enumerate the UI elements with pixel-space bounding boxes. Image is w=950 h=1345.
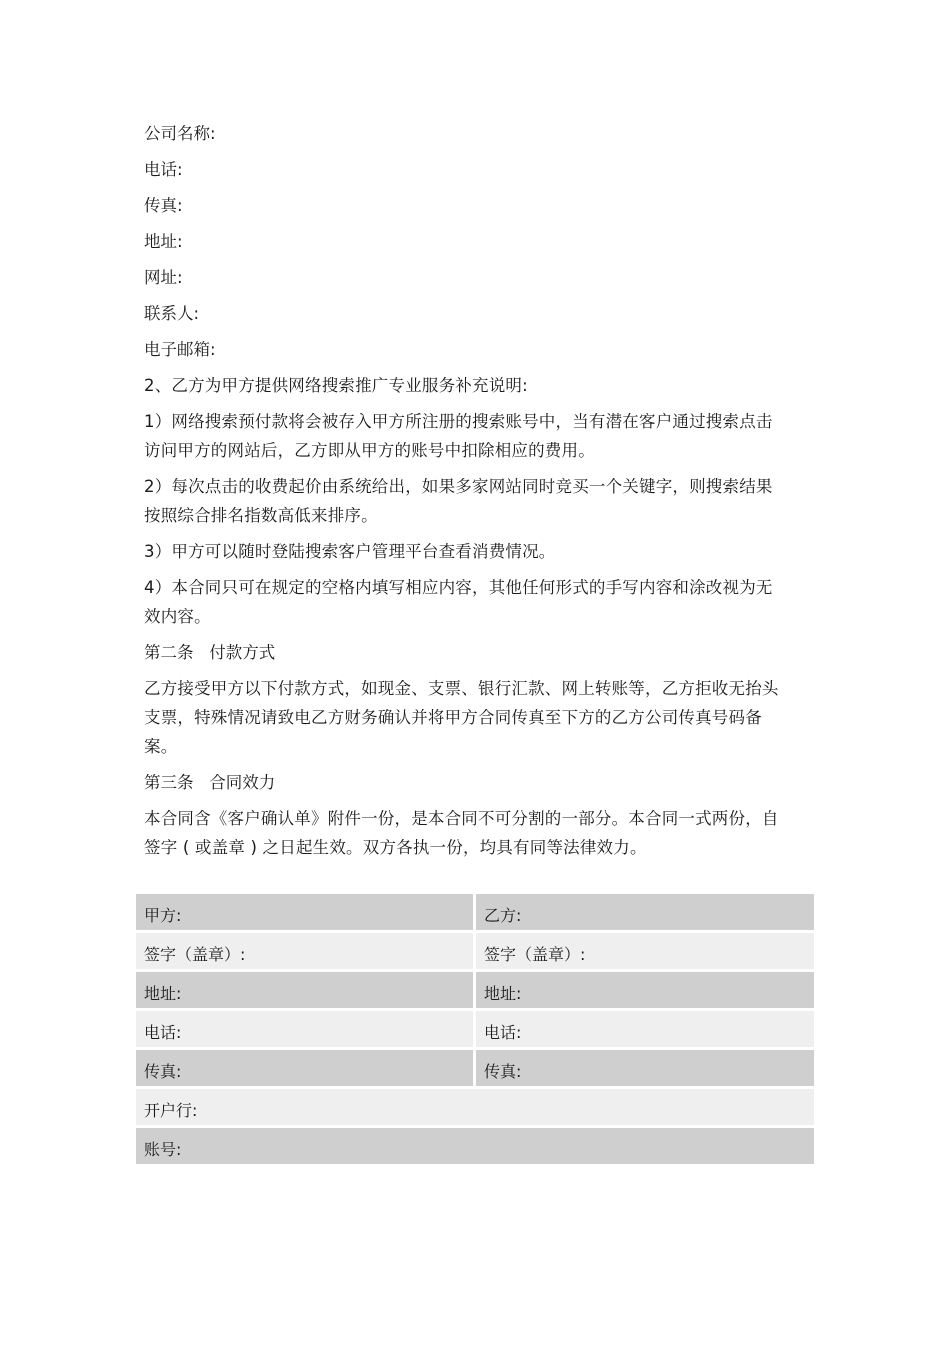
- table-row: [136, 933, 814, 972]
- account-cell: 账号:: [136, 1128, 814, 1164]
- address-b-cell: 地址:: [476, 972, 814, 1011]
- supplement-heading: 2、乙方为甲方提供网络搜索推广专业服务补充说明:: [144, 376, 528, 395]
- supplement-item-3: 3）甲方可以随时登陆搜索客户管理平台查看消费情况。: [144, 542, 556, 561]
- phone-field: 电话:: [144, 160, 183, 179]
- sign-a-cell: 签字（盖章）:: [136, 933, 476, 972]
- email-field: 电子邮箱:: [144, 340, 216, 359]
- address-field: 地址:: [144, 232, 183, 251]
- sign-b-cell: 签字（盖章）:: [476, 933, 814, 972]
- table-row: [136, 1128, 814, 1164]
- article-2-body: 乙方接受甲方以下付款方式，如现金、支票、银行汇款、网上转账等，乙方拒收无抬头支票，特殊情况请致电乙方财务确认并将甲方合同传真至下方的乙方公司传真号码备案。: [144, 679, 779, 756]
- table-row: [136, 1011, 814, 1050]
- phone-b-cell: 电话:: [476, 1011, 814, 1050]
- table-row: [136, 1050, 814, 1089]
- supplement-item-2: 2）每次点击的收费起价由系统给出，如果多家网站同时竞买一个关键字，则搜索结果按照综合排名指数高低来排序。: [144, 477, 773, 525]
- company-info-fields: [144, 119, 784, 371]
- party-b-cell: 乙方:: [476, 894, 814, 933]
- bank-cell: 开户行:: [136, 1089, 814, 1128]
- table-row: [136, 1089, 814, 1128]
- fax-a-cell: 传真:: [136, 1050, 476, 1089]
- contact-field: 联系人:: [144, 304, 200, 323]
- contract-body: [144, 119, 784, 869]
- article-3-body: 本合同含《客户确认单》附件一份，是本合同不可分割的一部分。本合同一式两份，自签字 ( 或盖章 ) 之日起生效。双方各执一份，均具有同等法律效力。: [144, 809, 779, 857]
- article-3-title: 第三条 合同效力: [144, 773, 276, 792]
- article-2-title: 第二条 付款方式: [144, 643, 276, 662]
- address-a-cell: 地址:: [136, 972, 476, 1011]
- fax-field: 传真:: [144, 196, 183, 215]
- phone-a-cell: 电话:: [136, 1011, 476, 1050]
- fax-b-cell: 传真:: [476, 1050, 814, 1089]
- supplement-item-1: 1）网络搜索预付款将会被存入甲方所注册的搜索账号中，当有潜在客户通过搜索点击访问甲方的网站后，乙方即从甲方的账号中扣除相应的费用。: [144, 412, 773, 460]
- table-row: [136, 972, 814, 1011]
- supplement-item-4: 4）本合同只可在规定的空格内填写相应内容，其他任何形式的手写内容和涂改视为无效内容。: [144, 578, 773, 626]
- party-a-cell: 甲方:: [136, 894, 476, 933]
- website-field: 网址:: [144, 268, 183, 287]
- table-row: [136, 894, 814, 933]
- company-name-field: 公司名称:: [144, 124, 216, 143]
- signature-table: [136, 894, 814, 1164]
